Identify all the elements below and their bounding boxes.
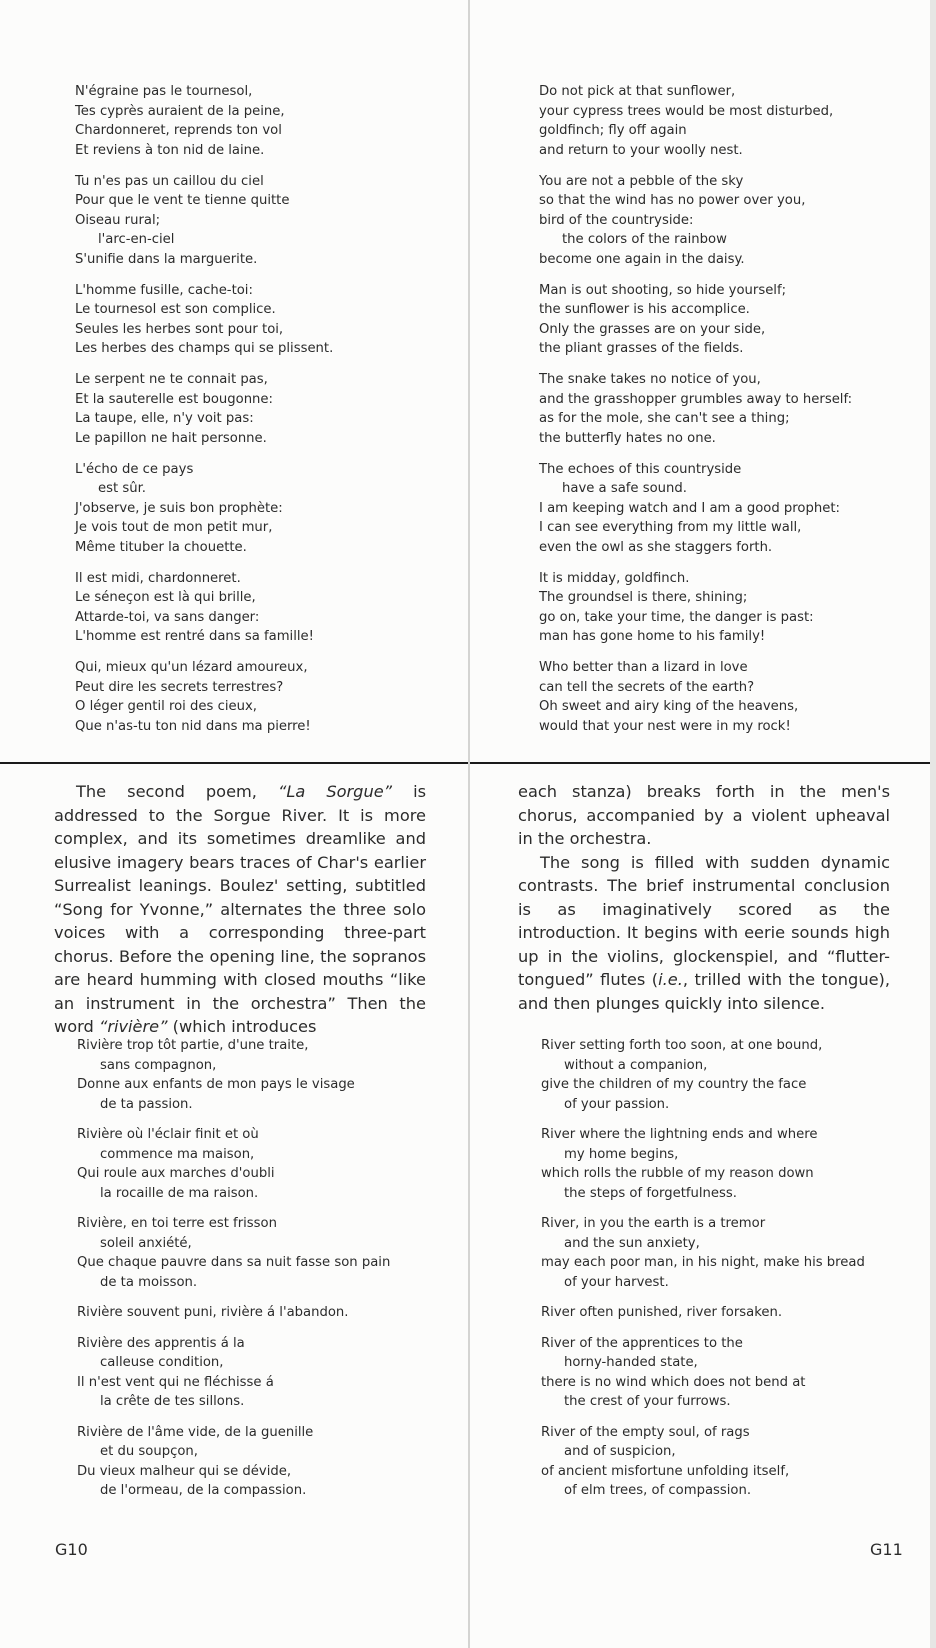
abbreviation: i.e. bbox=[658, 970, 683, 989]
verse-line: la crête de tes sillons. bbox=[100, 1394, 245, 1409]
verse-line: The snake takes no notice of you, bbox=[539, 372, 761, 387]
stanza bbox=[77, 1423, 390, 1501]
verse-line: S'unifie dans la marguerite. bbox=[75, 251, 258, 267]
commentary-paragraph: each stanza) breaks forth in the men's chorus, accompanied by a violent upheaval in the orchestra. bbox=[518, 782, 890, 848]
verse-line: the sunflower is his accomplice. bbox=[539, 302, 750, 317]
commentary-text: The second poem, bbox=[76, 782, 278, 801]
verse-line: commence ma maison, bbox=[100, 1146, 255, 1162]
verse-line: can tell the secrets of the earth? bbox=[539, 679, 755, 695]
verse-line: O léger gentil roi des cieux, bbox=[75, 699, 257, 714]
verse-line: give the children of my country the face bbox=[541, 1077, 807, 1092]
verse-line: Donne aux enfants de mon pays le visage bbox=[77, 1077, 355, 1092]
verse-line: even the owl as she staggers forth. bbox=[539, 539, 773, 555]
verse-line: your cypress trees would be most disturbed, bbox=[539, 103, 834, 119]
poem-title: “La Sorgue” bbox=[277, 782, 393, 801]
stanza bbox=[75, 82, 333, 160]
poem2-french bbox=[77, 1036, 390, 1512]
verse-line: as for the mole, she can't see a thing; bbox=[539, 411, 790, 426]
verse-line: bird of the countryside: bbox=[539, 212, 694, 228]
commentary-text: , trilled with the tongue), and then plunges quickly into silence. bbox=[518, 970, 890, 1013]
verse-line: Le tournesol est son complice. bbox=[75, 302, 276, 317]
stanza bbox=[539, 370, 852, 448]
stanza bbox=[75, 658, 333, 736]
verse-line: Seules les herbes sont pour toi, bbox=[75, 321, 284, 337]
verse-line: the steps of forgetfulness. bbox=[564, 1185, 737, 1201]
verse-line: and the sun anxiety, bbox=[564, 1235, 700, 1251]
verse-line: my home begins, bbox=[564, 1146, 679, 1162]
verse-line: Attarde-toi, va sans danger: bbox=[75, 609, 260, 625]
verse-line: Peut dire les secrets terrestres? bbox=[75, 679, 284, 695]
commentary-left bbox=[54, 780, 426, 1039]
stanza bbox=[77, 1334, 390, 1412]
verse-line: of your passion. bbox=[564, 1096, 670, 1112]
verse-line: Rivière trop tôt partie, d'une traite, bbox=[77, 1038, 309, 1053]
verse-line: The echoes of this countryside bbox=[539, 461, 742, 477]
poem1-french bbox=[75, 82, 333, 748]
verse-line: N'égraine pas le tournesol, bbox=[75, 84, 253, 99]
verse-line: and return to your woolly nest. bbox=[539, 142, 743, 158]
verse-line: You are not a pebble of the sky bbox=[539, 173, 744, 189]
verse-line: Oiseau rural; bbox=[75, 212, 161, 228]
verse-line: Qui roule aux marches d'oubli bbox=[77, 1166, 275, 1181]
verse-line: L'homme est rentré dans sa famille! bbox=[75, 629, 314, 644]
verse-line: calleuse condition, bbox=[100, 1355, 224, 1370]
stanza bbox=[77, 1303, 390, 1323]
right-page bbox=[470, 0, 936, 1648]
verse-line: Rivière des apprentis á la bbox=[77, 1335, 245, 1351]
verse-line: Qui, mieux qu'un lézard amoureux, bbox=[75, 660, 308, 675]
verse-line: so that the wind has no power over you, bbox=[539, 193, 806, 208]
stanza bbox=[541, 1125, 865, 1203]
commentary-paragraph bbox=[54, 780, 426, 1039]
verse-line: la rocaille de ma raison. bbox=[100, 1185, 259, 1201]
page-edge bbox=[930, 0, 936, 1648]
verse-line: de ta moisson. bbox=[100, 1274, 198, 1290]
commentary-text: The song is filled with sudden dynamic contrasts. The brief instrumental conclusion is as imaginatively scored as the introduction. It begins with eerie sounds high up in the violins, glockenspiel, and “flutter-tongued” flutes ( bbox=[518, 852, 890, 989]
verse-line: La taupe, elle, n'y voit pas: bbox=[75, 411, 254, 426]
verse-line: sans compagnon, bbox=[100, 1057, 217, 1073]
page-number: G11 bbox=[870, 1540, 903, 1559]
poem1-english bbox=[539, 82, 852, 748]
verse-line: of ancient misfortune unfolding itself, bbox=[541, 1463, 790, 1479]
verse-line: Le papillon ne hait personne. bbox=[75, 430, 267, 446]
verse-line: Rivière où l'éclair finit et où bbox=[77, 1127, 259, 1142]
verse-line: Rivière souvent puni, rivière á l'abandon. bbox=[77, 1305, 349, 1320]
verse-line: et du soupçon, bbox=[100, 1444, 198, 1459]
verse-line: Chardonneret, reprends ton vol bbox=[75, 123, 282, 138]
verse-line: River of the apprentices to the bbox=[541, 1335, 743, 1351]
verse-line: Who better than a lizard in love bbox=[539, 660, 748, 675]
verse-line: Do not pick at that sunflower, bbox=[539, 84, 736, 99]
verse-line: of elm trees, of compassion. bbox=[564, 1483, 752, 1498]
verse-line: River, in you the earth is a tremor bbox=[541, 1216, 766, 1231]
verse-line: Les herbes des champs qui se plissent. bbox=[75, 341, 334, 356]
verse-line: the crest of your furrows. bbox=[564, 1394, 731, 1409]
commentary-right bbox=[518, 780, 890, 1015]
verse-line: the colors of the rainbow bbox=[562, 232, 727, 247]
verse-line: Et reviens à ton nid de laine. bbox=[75, 142, 265, 158]
verse-line: of your harvest. bbox=[564, 1274, 669, 1290]
verse-line: Le serpent ne te connait pas, bbox=[75, 372, 268, 387]
verse-line: River setting forth too soon, at one bound, bbox=[541, 1038, 823, 1053]
stanza bbox=[539, 281, 852, 359]
verse-line: Man is out shooting, so hide yourself; bbox=[539, 282, 787, 298]
verse-line: River often punished, river forsaken. bbox=[541, 1305, 783, 1320]
verse-line: go on, take your time, the danger is past: bbox=[539, 609, 814, 625]
stanza bbox=[539, 658, 852, 736]
verse-line: the butterfly hates no one. bbox=[539, 430, 716, 446]
verse-line: est sûr. bbox=[98, 481, 146, 496]
verse-line: have a safe sound. bbox=[562, 481, 687, 496]
verse-line: without a companion, bbox=[564, 1057, 708, 1073]
verse-line: Il est midi, chardonneret. bbox=[75, 570, 241, 586]
stanza bbox=[539, 460, 852, 558]
verse-line: de l'ormeau, de la compassion. bbox=[100, 1483, 307, 1498]
verse-line: I can see everything from my little wall, bbox=[539, 520, 802, 535]
stanza bbox=[541, 1334, 865, 1412]
stanza bbox=[541, 1303, 865, 1323]
verse-line: Que chaque pauvre dans sa nuit fasse son pain bbox=[77, 1255, 391, 1270]
stanza bbox=[75, 172, 333, 270]
divider-rule bbox=[0, 762, 468, 764]
verse-line: Le séneçon est là qui brille, bbox=[75, 590, 256, 605]
verse-line: goldfinch; fly off again bbox=[539, 123, 687, 138]
stanza bbox=[541, 1036, 865, 1114]
verse-line: the pliant grasses of the fields. bbox=[539, 341, 744, 356]
stanza bbox=[75, 460, 333, 558]
verse-line: Il n'est vent qui ne fléchisse á bbox=[77, 1374, 274, 1390]
commentary-paragraph bbox=[518, 851, 890, 1016]
poem2-english bbox=[541, 1036, 865, 1512]
verse-line: River of the empty soul, of rags bbox=[541, 1424, 750, 1440]
commentary-text: (which introduces bbox=[167, 1017, 317, 1036]
verse-line: J'observe, je suis bon prophète: bbox=[75, 500, 283, 516]
verse-line: l'arc-en-ciel bbox=[98, 232, 175, 247]
verse-line: Je vois tout de mon petit mur, bbox=[75, 520, 273, 535]
verse-line: River where the lightning ends and where bbox=[541, 1127, 818, 1142]
stanza bbox=[539, 569, 852, 647]
verse-line: Rivière de l'âme vide, de la guenille bbox=[77, 1424, 314, 1440]
verse-line: The groundsel is there, shining; bbox=[539, 590, 748, 605]
verse-line: Tu n'es pas un caillou du ciel bbox=[75, 173, 264, 189]
verse-line: L'écho de ce pays bbox=[75, 461, 194, 477]
verse-line: which rolls the rubble of my reason down bbox=[541, 1166, 814, 1181]
verse-line: man has gone home to his family! bbox=[539, 629, 766, 644]
verse-line: I am keeping watch and I am a good prophet: bbox=[539, 500, 840, 516]
verse-line: Pour que le vent te tienne quitte bbox=[75, 193, 290, 208]
verse-line: Tes cyprès auraient de la peine, bbox=[75, 103, 285, 119]
stanza bbox=[77, 1214, 390, 1292]
verse-line: soleil anxiété, bbox=[100, 1235, 192, 1251]
verse-line: Que n'as-tu ton nid dans ma pierre! bbox=[75, 718, 311, 734]
verse-line: and the grasshopper grumbles away to herself: bbox=[539, 391, 853, 407]
stanza bbox=[75, 281, 333, 359]
verse-line: L'homme fusille, cache-toi: bbox=[75, 282, 253, 298]
commentary-text: is addressed to the Sorgue River. It is more complex, and its sometimes dreamlike and elusive imagery bears traces of Char's earlier Surrealist leanings. Boulez' setting, subtitled “Song for Yvonne,” alternates the three solo voices with a corresponding three-part chorus. Before the opening line, the sopranos are heard humming with closed mouths “like an instrument in the orchestra” Then the word bbox=[54, 782, 427, 1036]
stanza bbox=[539, 172, 852, 270]
verse-line: and of suspicion, bbox=[564, 1444, 676, 1459]
verse-line: Et la sauterelle est bougonne: bbox=[75, 391, 273, 407]
verse-line: Du vieux malheur qui se dévide, bbox=[77, 1463, 292, 1479]
verse-line: Même tituber la chouette. bbox=[75, 539, 247, 555]
stanza bbox=[541, 1423, 865, 1501]
stanza bbox=[539, 82, 852, 160]
verse-line: become one again in the daisy. bbox=[539, 251, 745, 267]
stanza bbox=[77, 1125, 390, 1203]
verse-line: Only the grasses are on your side, bbox=[539, 321, 766, 337]
verse-line: would that your nest were in my rock! bbox=[539, 718, 791, 734]
stanza bbox=[75, 569, 333, 647]
quoted-word: “rivière” bbox=[98, 1017, 168, 1036]
verse-line: Rivière, en toi terre est frisson bbox=[77, 1216, 277, 1231]
verse-line: Oh sweet and airy king of the heavens, bbox=[539, 699, 799, 714]
verse-line: there is no wind which does not bend at bbox=[541, 1374, 806, 1390]
verse-line: It is midday, goldfinch. bbox=[539, 570, 690, 586]
stanza bbox=[541, 1214, 865, 1292]
stanza bbox=[75, 370, 333, 448]
verse-line: may each poor man, in his night, make his bread bbox=[541, 1255, 865, 1270]
stanza bbox=[77, 1036, 390, 1114]
page-number: G10 bbox=[55, 1540, 88, 1559]
verse-line: de ta passion. bbox=[100, 1096, 193, 1112]
verse-line: horny-handed state, bbox=[564, 1355, 698, 1370]
